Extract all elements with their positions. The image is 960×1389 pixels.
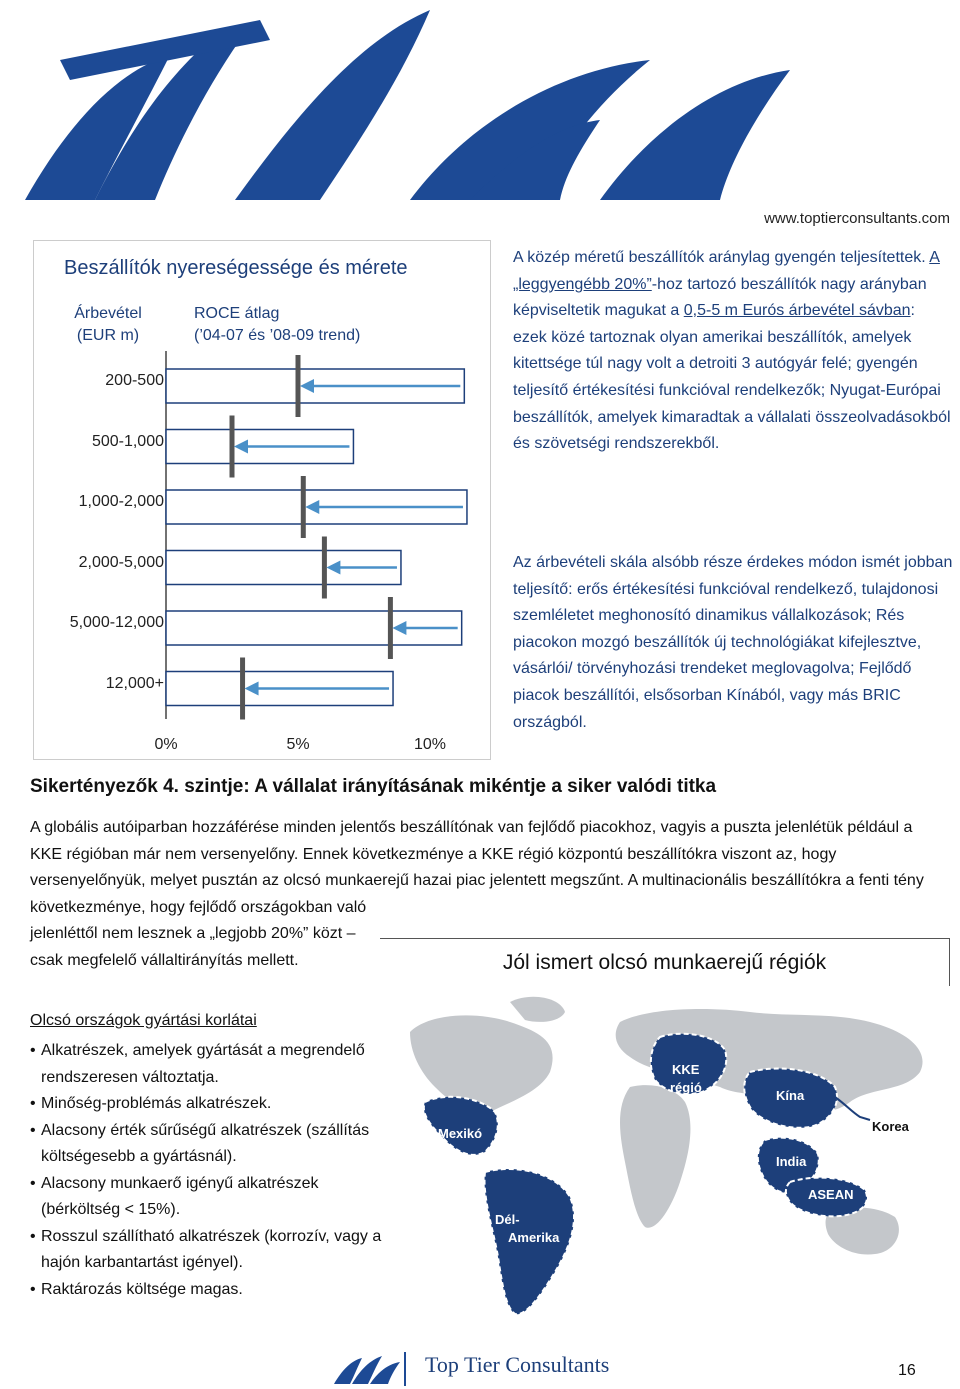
- list-item: • Rosszul szállítható alkatrészek (korrozív, vagy a hajón karbantartást igényel).: [30, 1224, 390, 1277]
- map-label-china: Kína: [776, 1088, 805, 1103]
- x-tick-label: 10%: [413, 736, 447, 753]
- section-heading: Sikertényezők 4. szintje: A vállalat irányításának mikéntje a siker valódi titka: [30, 776, 717, 797]
- para1-mid: -hoz tartozó beszállítók nagy arányban képviseltetik magukat a: [513, 275, 927, 320]
- category-label: 12,000+: [105, 675, 164, 692]
- list-item: • Alacsony munkaerő igényű alkatrészek (bérköltség < 15%).: [30, 1171, 390, 1224]
- list-item: • Alkatrészek, amelyek gyártását a megrendelő rendszeresen változtatja.: [30, 1038, 390, 1091]
- ttc-logo: [0, 0, 960, 205]
- map-label-india: India: [776, 1154, 807, 1169]
- footer-logo: [330, 1348, 410, 1388]
- world-map: [390, 992, 950, 1332]
- map-label-asean: ASEAN: [808, 1187, 854, 1202]
- korea-pointer-line: [835, 1097, 870, 1120]
- footer-brand: Top Tier Consultants: [425, 1352, 610, 1377]
- para1-underline-band: 0,5-5 m Eurós árbevétel sávban: [683, 302, 911, 320]
- x-tick-label: 5%: [286, 736, 310, 753]
- page-number: 16: [898, 1362, 916, 1379]
- para1-underline-weakest: A „leggyengébb 20%”: [513, 249, 940, 293]
- map-label-mexiko: Mexikó: [438, 1126, 483, 1141]
- category-label: 5,000-12,000: [69, 614, 164, 631]
- footer-divider: [0, 1340, 960, 1341]
- chart-right-header: ROCE átlag (’04-07 és ’08-09 trend): [194, 305, 361, 344]
- map-label-kke-2: régió: [670, 1080, 702, 1095]
- body-paragraph-continued: jelenléttől nem lesznek a „legjobb 20%” közt – csak megfelelő vállaltirányítás mellett.: [30, 925, 356, 969]
- roce-chart-panel: [33, 240, 491, 760]
- chart-title: Beszállítók nyereségessége és mérete: [64, 257, 408, 279]
- roce-bar-chart: [34, 241, 490, 759]
- category-label: 200-500: [105, 372, 164, 389]
- map-label-south-america-2: Amerika: [508, 1230, 560, 1245]
- category-label: 2,000-5,000: [78, 554, 164, 571]
- category-label: 500-1,000: [91, 433, 164, 450]
- para1-intro: A közép méretű beszállítók aránylag gyengén teljesítettek.: [513, 249, 930, 266]
- x-tick-label: 0%: [154, 736, 178, 753]
- list-item: • Minőség-problémás alkatrészek.: [30, 1091, 390, 1118]
- body-paragraph: A globális autóiparban hozzáférése minden jelentős beszállítónak van fejlődő piacokhoz, vagyis a puszta jelenlétük például a KKE régióban már nem versenyelőny. Ennek következménye a KKE régió központú beszállítókra viszont az, hogy versenyelőnyük, melyet pusztán az olcsó munkaerejű hazai piac jelentett megszűnt. A multinacionális beszállítókra a fenti tény következménye, hogy fejlődő országokban való: [30, 819, 924, 916]
- chart-left-header: Árbevétel (EUR m): [74, 305, 142, 344]
- map-label-korea: Korea: [872, 1119, 909, 1134]
- limits-title: Olcsó országok gyártási korlátai: [30, 1012, 257, 1029]
- map-label-south-america-1: Dél-: [495, 1212, 520, 1227]
- right-text-para1: [513, 245, 953, 458]
- limits-list: [30, 1038, 390, 1303]
- category-label: 1,000-2,000: [78, 493, 164, 510]
- right-text-para2: Az árbevételi skála alsóbb része érdekes módon ismét jobban teljesítő: erős értékesítési funkcióval rendelkező, tulajdonosi szemléletet meghonosító dinamikus vállalkozások; Rés piacokon mozgó beszállítók új technológiákat kifejlesztve, vásárlói/ törvényhozási trendeket meglovagolva; Fejlődő piacok beszállítói, elsősorban Kínából, vagy más BRIC országból.: [513, 554, 953, 731]
- map-title: Jól ismert olcsó munkaerejű régiók: [380, 938, 950, 986]
- list-item: • Alacsony érték sűrűségű alkatrészek (szállítás költségesebb a gyártásnál).: [30, 1118, 390, 1171]
- map-label-kke-1: KKE: [672, 1062, 700, 1077]
- para1-rest: : ezek közé tartoznak olyan amerikai beszállítók, amelyek kitettsége túl nagy volt a detroiti 3 autógyár felé; gyengén teljesítő értékesítési funkcióval rendelkezők; Nyugat-Európai beszállítók, amelyek kimaradtak a vállalati összeolvadásokból és szövetségi rendszerekből.: [513, 302, 951, 453]
- list-item: • Raktározás költsége magas.: [30, 1277, 390, 1304]
- website-url: www.toptierconsultants.com: [764, 210, 950, 227]
